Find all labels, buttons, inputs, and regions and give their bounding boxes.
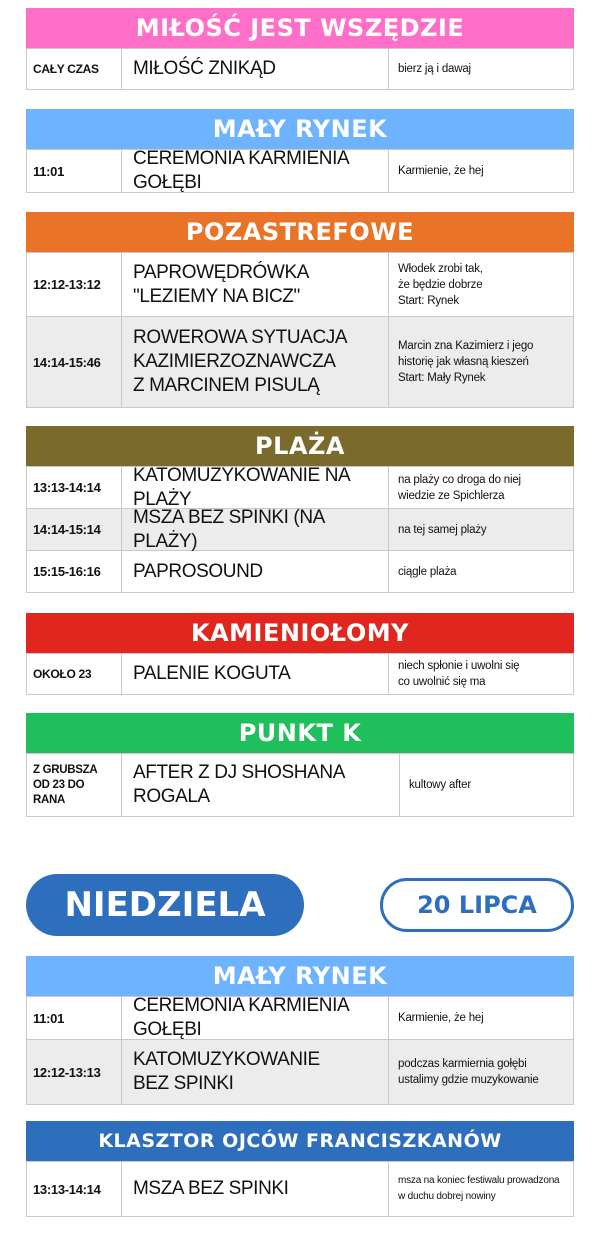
section-header: PLAŻA [26, 426, 574, 466]
description-cell: Karmienie, że hej [398, 165, 484, 177]
description-cell: msza na koniec festiwalu prowadzona w duchu dobrej nowiny [398, 1175, 560, 1202]
description-cell: kultowy after [409, 779, 471, 791]
section-header: POZASTREFOWE [26, 212, 574, 252]
description-cell: na plaży co droga do niej wiedzie ze Spichlerza [398, 473, 521, 502]
table-row [27, 1039, 573, 1104]
section-maly-rynek-sunday [26, 956, 574, 1105]
time-cell: Z GRUBSZA OD 23 DO RANA [27, 754, 122, 816]
section-header: MIŁOŚĆ JEST WSZĘDZIE [26, 8, 574, 48]
table-row [27, 653, 573, 694]
description-cell: Marcin zna Kazimierz i jego historię jak własną kieszeń Start: Mały Rynek [398, 340, 534, 384]
event-title-cell: MSZA BEZ SPINKI [122, 1162, 389, 1216]
time-cell: CAŁY CZAS [27, 49, 122, 89]
description-cell: na tej samej plaży [398, 523, 487, 536]
table-row [27, 466, 573, 508]
time-cell: 12:12-13:12 [27, 253, 122, 316]
section-milosc-jest-wszedzie [26, 8, 574, 90]
section-header: MAŁY RYNEK [26, 109, 574, 149]
day-name-badge: NIEDZIELA [26, 874, 304, 936]
description-cell: niech spłonie i uwolni się co uwolnić się ma [398, 660, 520, 688]
description-cell: podczas karmiernia gołębi ustalimy gdzie muzykowanie [398, 1058, 539, 1086]
table-row [27, 753, 573, 816]
description-cell: Włodek zrobi tak, że będzie dobrze Start: Rynek [398, 262, 483, 307]
table-row [27, 550, 573, 592]
time-cell: 13:13-14:14 [27, 467, 122, 508]
section-header: PUNKT K [26, 713, 574, 753]
event-title-cell: PAPROWĘDRÓWKA "LEZIEMY NA BICZ" [122, 253, 389, 316]
event-title-cell: CEREMONIA KARMIENIA GOŁĘBI [122, 997, 389, 1039]
description-cell: ciągle plaża [398, 565, 457, 578]
time-cell: 14:14-15:46 [27, 317, 122, 407]
table-row [27, 48, 573, 89]
section-header: KLASZTOR OJCÓW FRANCISZKANÓW [26, 1121, 574, 1161]
time-cell: 11:01 [27, 150, 122, 192]
table-row [27, 996, 573, 1039]
section-maly-rynek [26, 109, 574, 193]
event-title-cell: ROWEROWA SYTUACJA KAZIMIERZOZNAWCZA Z MARCINEM PISULĄ [122, 317, 389, 407]
table-row [27, 149, 573, 192]
event-title-cell: AFTER Z DJ SHOSHANA ROGALA [122, 754, 400, 816]
event-title-cell: PAPROSOUND [122, 551, 389, 592]
time-cell: 15:15-16:16 [27, 551, 122, 592]
section-header: MAŁY RYNEK [26, 956, 574, 996]
table-row [27, 252, 573, 316]
event-title-cell: KATOMUZYKOWANIE BEZ SPINKI [122, 1040, 389, 1104]
table-row [27, 1161, 573, 1216]
event-title-cell: MSZA BEZ SPINKI (NA PLAŻY) [122, 509, 389, 550]
table-row [27, 508, 573, 550]
section-plaza [26, 426, 574, 593]
section-punkt-k [26, 713, 574, 817]
time-cell: 11:01 [27, 997, 122, 1039]
time-cell: OKOŁO 23 [27, 654, 122, 694]
section-klasztor [26, 1121, 574, 1217]
section-kamienioly [26, 613, 574, 695]
section-pozastrefowe [26, 212, 574, 408]
event-title-cell: MIŁOŚĆ ZNIKĄD [122, 49, 389, 89]
event-title-cell: CEREMONIA KARMIENIA GOŁĘBI [122, 150, 389, 192]
description-cell: bierz ją i dawaj [398, 63, 471, 75]
event-title-cell: KATOMUZYKOWANIE NA PLAŻY [122, 467, 389, 508]
description-cell: Karmienie, że hej [398, 1012, 484, 1024]
date-badge: 20 LIPCA [380, 878, 574, 932]
event-title-cell: PALENIE KOGUTA [122, 654, 389, 694]
time-cell: 14:14-15:14 [27, 509, 122, 550]
table-row [27, 316, 573, 407]
time-cell: 13:13-14:14 [27, 1162, 122, 1216]
section-header: KAMIENIOŁOMY [26, 613, 574, 653]
time-cell: 12:12-13:13 [27, 1040, 122, 1104]
